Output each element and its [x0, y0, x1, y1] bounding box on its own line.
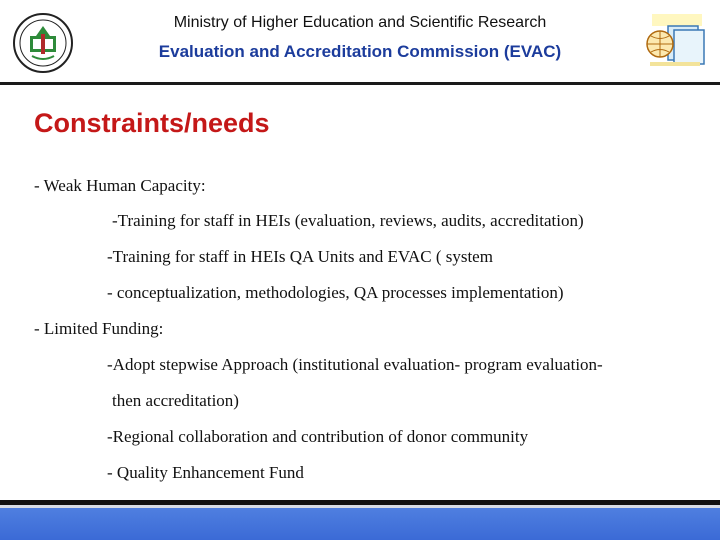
sub-item-regional-collaboration: -Regional collaboration and contribution of donor community: [107, 427, 529, 446]
sub-item-conceptualization: - conceptualization, methodologies, QA processes implementation): [107, 283, 564, 302]
commission-name: Evaluation and Accreditation Commission (EVAC): [158, 42, 562, 61]
evac-globe-books-icon: [642, 8, 710, 72]
sub-item-training-qa-units: -Training for staff in HEIs QA Units and EVAC ( system: [107, 247, 493, 266]
sub-item-quality-fund: - Quality Enhancement Fund: [107, 463, 304, 482]
ministry-name: Ministry of Higher Education and Scientific Research: [173, 14, 547, 31]
sub-item-stepwise-approach: -Adopt stepwise Approach (institutional evaluation- program evaluation-: [107, 355, 603, 374]
sub-item-then-accreditation: then accreditation): [112, 391, 239, 410]
slide-title: Constraints/needs: [34, 108, 270, 138]
sub-item-training-heis: -Training for staff in HEIs (evaluation, reviews, audits, accreditation): [112, 211, 584, 230]
slide-header: [0, 0, 720, 78]
bullet-limited-funding: - Limited Funding:: [34, 319, 164, 338]
footer-bar: [0, 508, 720, 540]
bullet-weak-human-capacity: - Weak Human Capacity:: [34, 176, 206, 195]
header-divider: [0, 82, 720, 85]
